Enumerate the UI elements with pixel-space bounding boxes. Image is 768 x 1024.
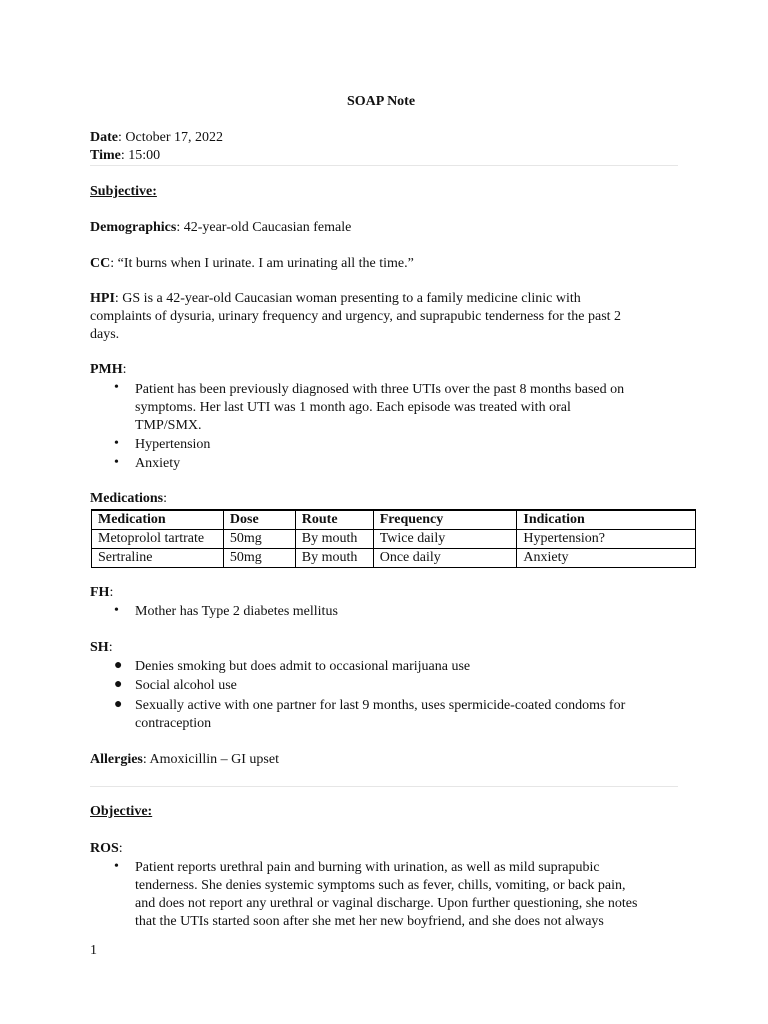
sh-item-3-line-1: Sexually active with one partner for last 9 months, uses spermicide-coated condoms for — [135, 698, 626, 713]
time-value: : 15:00 — [120, 148, 161, 163]
sh-heading: SH: — [90, 640, 113, 655]
table-cell: By mouth — [295, 530, 373, 549]
bullet-icon: ● — [114, 677, 123, 692]
table-cell: Sertraline — [92, 549, 224, 568]
bullet-icon: • — [114, 859, 119, 874]
fh-item-1: Mother has Type 2 diabetes mellitus — [135, 604, 338, 619]
medications-heading: Medications: — [90, 491, 167, 506]
demographics-line — [90, 219, 351, 237]
table-cell: 50mg — [223, 530, 295, 549]
sh-item-2: Social alcohol use — [135, 678, 237, 693]
objective-heading: Objective: — [90, 804, 153, 819]
table-cell: Metoprolol tartrate — [92, 530, 224, 549]
medications-table — [91, 509, 696, 568]
subjective-heading: Subjective: — [90, 184, 157, 199]
bullet-icon: • — [114, 436, 119, 451]
cc-label: CC — [90, 256, 111, 271]
divider — [90, 165, 678, 166]
bullet-icon: • — [114, 380, 119, 395]
page-title: SOAP Note — [347, 94, 416, 109]
hpi-text: : GS is a 42-year-old Caucasian woman presenting to a family medicine clinic with — [114, 291, 581, 306]
hpi-label: HPI — [90, 291, 115, 306]
table-cell: Once daily — [373, 549, 517, 568]
allergies-line — [90, 751, 279, 769]
sh-label: SH — [90, 640, 109, 655]
pmh-item-3: Anxiety — [135, 456, 181, 471]
date-line — [90, 129, 223, 147]
bullet-icon: ● — [114, 658, 123, 673]
date-label: Date — [90, 130, 118, 145]
time-line — [90, 147, 160, 165]
bullet-icon: • — [114, 455, 119, 470]
cc-value: : “It burns when I urinate. I am urinating all the time.” — [110, 256, 414, 271]
table-cell: By mouth — [295, 549, 373, 568]
medications-label: Medications — [90, 491, 164, 506]
cc-line — [90, 255, 414, 273]
table-header-cell: Frequency — [373, 510, 517, 530]
date-value: : October 17, 2022 — [118, 130, 223, 145]
ros-line-3: and does not report any urethral or vaginal discharge. Upon further questioning, she notes — [135, 896, 638, 911]
time-label: Time — [90, 148, 121, 163]
table-cell: 50mg — [223, 549, 295, 568]
hpi-line-3: days. — [90, 327, 120, 342]
ros-label: ROS — [90, 841, 119, 856]
table-header-cell: Indication — [517, 510, 696, 530]
hpi-line-2: complaints of dysuria, urinary frequency and urgency, and suprapubic tenderness for the past 2 — [90, 309, 622, 324]
allergies-value: : Amoxicillin – GI upset — [142, 752, 279, 767]
table-header-row — [92, 510, 696, 530]
table-cell: Hypertension? — [517, 530, 696, 549]
pmh-item-1-line-3: TMP/SMX. — [135, 418, 202, 433]
allergies-label: Allergies — [90, 752, 143, 767]
divider — [90, 786, 678, 787]
table-cell: Anxiety — [517, 549, 696, 568]
ros-line-2: tenderness. She denies systemic symptoms such as fever, chills, vomiting, or back pain, — [135, 878, 626, 893]
ros-heading: ROS: — [90, 841, 123, 856]
table-header-cell: Dose — [223, 510, 295, 530]
page-number: 1 — [90, 943, 97, 958]
table-row — [92, 549, 696, 568]
fh-label: FH — [90, 585, 110, 600]
pmh-item-1-line-2: symptoms. Her last UTI was 1 month ago. Each episode was treated with oral — [135, 400, 571, 415]
demographics-label: Demographics — [90, 220, 177, 235]
pmh-label: PMH — [90, 362, 123, 377]
ros-line-4: that the UTIs started soon after she met her new boyfriend, and she does not always — [135, 914, 604, 929]
ros-line-1: Patient reports urethral pain and burning with urination, as well as mild suprapubic — [135, 860, 600, 875]
pmh-item-1-line-1: Patient has been previously diagnosed with three UTIs over the past 8 months based on — [135, 382, 625, 397]
hpi-line-1 — [90, 290, 581, 308]
table-header-cell: Route — [295, 510, 373, 530]
sh-item-1: Denies smoking but does admit to occasional marijuana use — [135, 659, 471, 674]
sh-item-3-line-2: contraception — [135, 716, 212, 731]
table-row — [92, 530, 696, 549]
pmh-item-2: Hypertension — [135, 437, 211, 452]
demographics-value: : 42-year-old Caucasian female — [176, 220, 352, 235]
table-header-cell: Medication — [92, 510, 224, 530]
bullet-icon: • — [114, 603, 119, 618]
bullet-icon: ● — [114, 697, 123, 712]
fh-heading: FH: — [90, 585, 114, 600]
table-cell: Twice daily — [373, 530, 517, 549]
pmh-heading: PMH: — [90, 362, 127, 377]
